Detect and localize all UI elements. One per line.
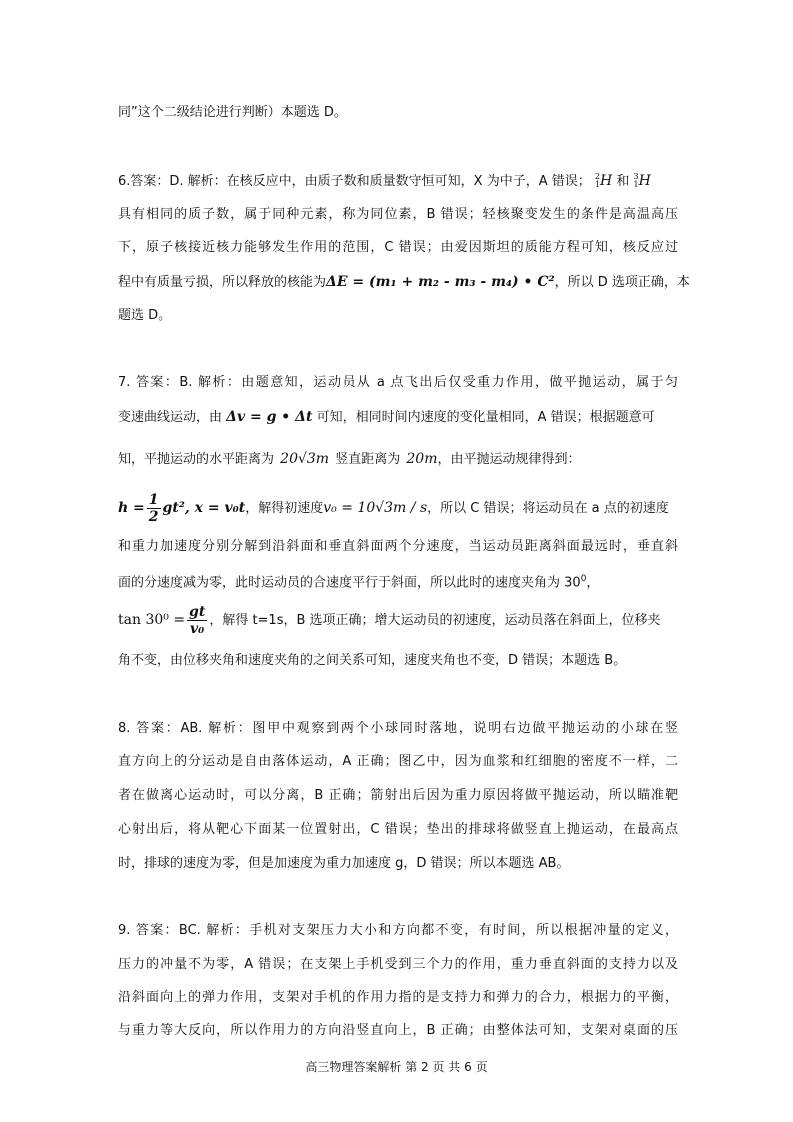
text-line: 6.答案：D. 解析：在核反应中，由质子数和质量数守恒可知，X 为中子，A 错误； 2 1 H 和 3 1 H: [118, 172, 651, 189]
text-line: h = $\frac{1}{2}$ gt², x = v₀t，解得初速度v₀ = 10√3m / s，所以 C 错误；将运动员在 a 点的初速度: [118, 492, 669, 525]
horizontal-distance: 20√3m: [280, 451, 330, 467]
text-line: 角不变，由位移夹角和速度夹角的之间关系可知，速度夹角也不变，D 错误；本题选 B。: [118, 653, 627, 668]
mass-energy-formula: ΔE = (m₁ + m₂ - m₃ - m₄) • C²: [326, 274, 555, 290]
text-line: 面的分速度减为零，此时运动员的合速度平行于斜面，所以此时的速度夹角为 $30^0$，: [118, 574, 600, 591]
text-line: 知，平抛运动的水平距离为 20√3m 竖直距离为 20m，由平抛运动规律得到：: [118, 451, 581, 467]
text-line: 题选 D。: [118, 308, 172, 323]
text-line: 7. 答案：B. 解析：由题意知，运动员从 a 点飞出后仅受重力作用，做平抛运动，属于匀: [118, 375, 678, 390]
projectile-equations: gt², x = v₀t: [162, 500, 246, 516]
text-line: 与重力等大反向，所以作用力的方向沿竖直向上，B 正确；由整体法可知，支架对桌面的压: [118, 1023, 678, 1038]
text-line: 下，原子核接近核力能够发生作用的范围，C 错误；由爱因斯坦的质能方程可知，核反应过: [118, 240, 678, 255]
hydrogen-2-symbol: 2 1 H: [594, 172, 613, 189]
text-line: 9. 答案：BC. 解析：手机对支架压力大小和方向都不变，有时间，所以根据冲量的定义，: [118, 923, 678, 938]
text-line: 和重力加速度分别分解到沿斜面和垂直斜面两个分速度，当运动员距离斜面最远时，垂直斜: [118, 539, 678, 554]
page-footer: 高三物理答案解析 第 2 页 共 6 页: [305, 1060, 488, 1074]
text-line: 变速曲线运动，由 Δv = g • Δt 可知，相同时间内速度的变化量相同，A 错误；根据题意可: [118, 409, 655, 425]
tan-fraction: $\frac{gt}{\text{v₀}}$: [189, 604, 206, 637]
degree-mark: 0: [580, 574, 587, 584]
text-line: 压力的冲量不为零，A 错误；在支架上手机受到三个力的作用，重力垂直斜面的支持力以及: [118, 957, 678, 972]
text-line: 直方向上的分运动是自由落体运动，A 正确；图乙中，因为血浆和红细胞的密度不一样，二: [118, 754, 678, 769]
vertical-distance: 20m: [406, 451, 438, 467]
text-line: 程中有质量亏损，所以释放的核能为ΔE = (m₁ + m₂ - m₃ - m₄) • C²，所以 D 选项正确，本: [118, 274, 690, 290]
one-half-fraction: $\frac{1}{2}$: [148, 492, 159, 525]
text-line: 沿斜面向上的弹力作用，支架对手机的作用力指的是支持力和弹力的合力，根据力的平衡，: [118, 990, 678, 1005]
hydrogen-3-symbol: 3 1 H: [633, 172, 651, 189]
text-line: 者在做离心运动时，可以分离，B 正确；箭射出后因为重力原因将做平抛运动，所以瞄准靶: [118, 788, 678, 803]
velocity-change-formula: Δv = g • Δt: [226, 409, 313, 425]
text-line: 心射出后，将从靶心下面某一位置射出，C 错误；垫出的排球将做竖直上抛运动，在最高点: [118, 822, 678, 837]
text-line: 时，排球的速度为零，但是加速度为重力加速度 g，D 错误；所以本题选 AB。: [118, 856, 570, 871]
text-line: 具有相同的质子数，属于同种元素，称为同位素，B 错误；轻核聚变发生的条件是高温高压: [118, 207, 678, 222]
initial-velocity: v₀ = 10√3m / s: [323, 500, 428, 516]
text-line: 同”这个二级结论进行判断）本题选 D。: [118, 105, 347, 120]
text-line: tan 30⁰ = $\frac{gt}{\text{v₀}}$ ，解得 t=1s，B 选项正确；增大运动员的初速度，运动员落在斜面上，位移夹: [118, 604, 661, 637]
text-line: 8. 答案：AB. 解析：图甲中观察到两个小球同时落地，说明右边做平抛运动的小球在竖: [118, 721, 678, 736]
